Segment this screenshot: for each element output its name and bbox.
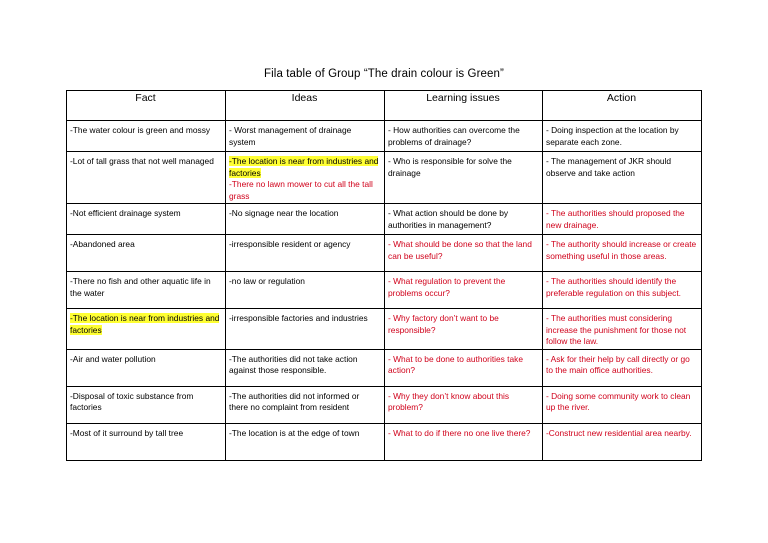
table-row [67,121,702,152]
action-cell: - The authorities must considering increase the punishment for those not follow the law. [543,309,702,350]
header-fact: Fact [67,91,226,121]
learning-cell: - What to be done to authorities take action? [385,349,543,386]
action-cell: - Doing inspection at the location by separate each zone. [543,121,702,152]
action-cell: - The authorities should proposed the new drainage. [543,204,702,235]
page-title: Fila table of Group “The drain colour is Green” [264,68,504,80]
action-cell: - Doing some community work to clean up the river. [543,386,702,423]
ideas-extra-text: -There no lawn mower to cut all the tall grass [229,179,373,201]
header-action: Action [543,91,702,121]
ideas-cell: -no law or regulation [226,272,385,309]
ideas-cell: -The location is at the edge of town [226,423,385,460]
table-row [67,204,702,235]
learning-cell: - Why they don’t know about this problem? [385,386,543,423]
ideas-cell: -The authorities did not informed or there no complaint from resident [226,386,385,423]
ideas-cell: - Worst management of drainage system [226,121,385,152]
table-row [67,309,702,350]
learning-cell: - What should be done so that the land can be useful? [385,235,543,272]
learning-cell: - What regulation to prevent the problems occur? [385,272,543,309]
ideas-cell: -The authorities did not take action against those responsible. [226,349,385,386]
fact-cell: -Abandoned area [67,235,226,272]
table-row [67,152,702,204]
ideas-cell [226,152,385,204]
ideas-cell: -irresponsible factories and industries [226,309,385,350]
table-row [67,272,702,309]
learning-cell: - What action should be done by authorities in management? [385,204,543,235]
fact-cell [67,309,226,350]
learning-cell: - What to do if there no one live there? [385,423,543,460]
table-row [67,349,702,386]
fact-cell: -Air and water pollution [67,349,226,386]
fact-cell: -Most of it surround by tall tree [67,423,226,460]
header-ideas: Ideas [226,91,385,121]
table-row [67,423,702,460]
fact-cell: -Disposal of toxic substance from factories [67,386,226,423]
fact-cell: -Lot of tall grass that not well managed [67,152,226,204]
fact-cell: -There no fish and other aquatic life in the water [67,272,226,309]
action-cell: - The authority should increase or create something useful in those areas. [543,235,702,272]
header-row [67,91,702,121]
action-cell: -Construct new residential area nearby. [543,423,702,460]
learning-cell: - Why factory don’t want to be responsible? [385,309,543,350]
header-learning-issues: Learning issues [385,91,543,121]
table-row [67,386,702,423]
learning-cell: - How authorities can overcome the problems of drainage? [385,121,543,152]
fact-cell: -Not efficient drainage system [67,204,226,235]
ideas-cell: -irresponsible resident or agency [226,235,385,272]
action-cell: - The management of JKR should observe and take action [543,152,702,204]
highlighted-text: -The location is near from industries and factories [70,313,220,335]
learning-cell: - Who is responsible for solve the drainage [385,152,543,204]
table-row [67,235,702,272]
action-cell: - The authorities should identify the preferable regulation on this subject. [543,272,702,309]
highlighted-text: -The location is near from industries and factories [229,156,379,178]
fact-cell: -The water colour is green and mossy [67,121,226,152]
fila-table [66,90,702,461]
ideas-cell: -No signage near the location [226,204,385,235]
action-cell: - Ask for their help by call directly or go to the main office authorities. [543,349,702,386]
